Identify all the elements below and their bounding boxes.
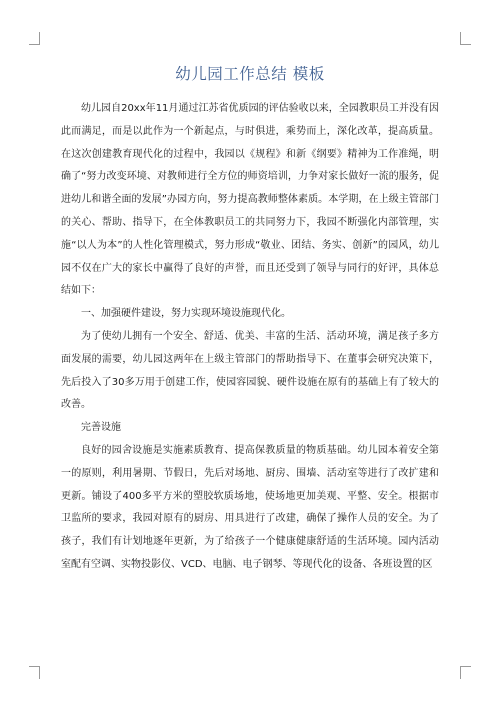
document-body	[61, 98, 439, 577]
paragraph-facilities: 良好的园舍设施是实施素质教育、提高保教质量的物质基础。幼儿园本着安全第一的原则，利用暑期、节假日，先后对场地、厨房、围墙、活动室等进行了改扩建和更新。铺设了400多平方米的塑胶软质场地，使场地更加美观、平整、安全。根据市卫监所的要求，我园对原有的厨房、用具进行了改建，确保了操作人员的安全。为了孩子，我们有计划地逐年更新，为了给孩子一个健康健康舒适的生活环境。园内活动室配有空调、实物投影仪、VCD、电脑、电子钢琴、等现代化的设备、各班设置的区	[61, 444, 439, 570]
crop-mark-top-right	[460, 32, 471, 45]
paragraph-section-heading: 一、加强硬件建设，努力实现环境设施现代化。	[81, 308, 291, 320]
paragraph-subheading: 完善设施	[81, 422, 121, 434]
paragraph-investment: 为了使幼儿拥有一个安全、舒适、优美、丰富的生活、活动环境，满足孩子多方面发展的需要，幼儿园这两年在上级主管部门的帮助指导下、在董事会研究决策下，先后投入了30多万用于创建工作，使园容园貌、硬件设施在原有的基础上有了较大的改善。	[61, 330, 439, 411]
crop-mark-bottom-right	[460, 666, 471, 679]
crop-mark-top-left	[29, 32, 40, 45]
document-title: 幼儿园工作总结 模板	[175, 65, 325, 83]
paragraph-intro: 幼儿园自20xx年11月通过江苏省优质园的评估验收以来，全园教职员工并没有因此而满足，而是以此作为一个新起点，与时俱进，乘势而上，深化改革，提高质量。在这次创建教育现代化的过程中，我园以《规程》和新《纲要》精神为工作准绳，明确了“努力改变环境、对教师进行全方位的师资培训，力争对家长做好一流的服务，促进幼儿和谐全面的发展”办园方向，努力提高教师整体素质。本学期，在上级主管部门的关心、帮助、指导下，在全体教职员工的共同努力下，我园不断强化内部管理，实施“以人为本”的人性化管理模式，努力形成“敬业、团结、务实、创新”的园风，幼儿园不仅在广大的家长中赢得了良好的声誉，而且还受到了领导与同行的好评，具体总结如下：	[61, 103, 439, 297]
crop-mark-bottom-left	[29, 666, 40, 679]
